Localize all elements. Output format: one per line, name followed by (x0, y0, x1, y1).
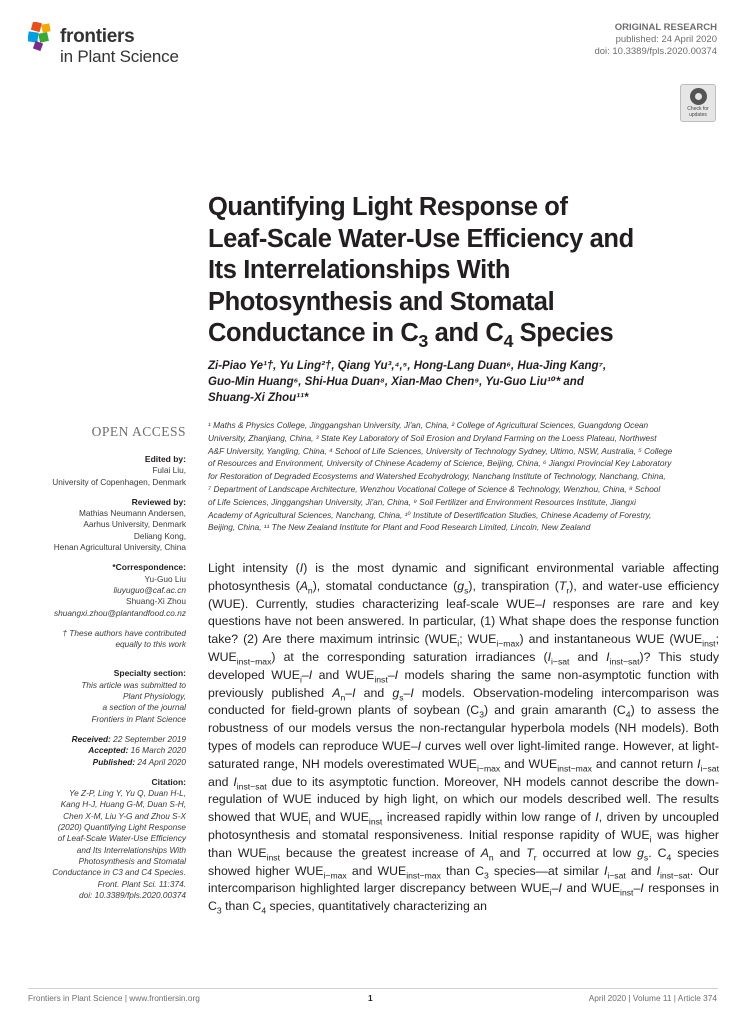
abstract-paragraph: Light intensity (I) is the most dynamic and significant environmental variable affecting photosynthesis $(A_n)$, stomatal conductance $(g_s)$, transpiration $(T_r)$, and water-use efficiency (WUE). Currently, studies characterizing leaf-scale WUE–I responses are rare and key questions have not been answered. In particular, (1) What shape does the response function take? (2) Are there maximum intrinsic ($WUE_i$; $WUE_{i-max}$) and instantaneous WUE ($WUE_{inst}$; $WUE_{inst-max}$) at the corresponding saturation irradiances ($I_{i-sat}$ and $I_{inst-sat}$)? This study developed $WUE_i-I$ and $WUE_{inst}-I$ models sharing the same non-asymptotic function with previously published $A_n-I$ and $g_s-I$ models. Observation-modeling intercomparison was conducted for field-grown plants of soybean $(C_3)$ and grain amaranth $(C_4)$ to assess the robustness of our models versus the non-rectangular hyperbola models (NH models). Both types of models can reproduce WUE–I curves well over light-limited range. However, at light-saturated range, NH models overestimated $WUE_{i-max}$ and $WUE_{inst-max}$ and cannot return $I_{i-sat}$ and $I_{inst-sat}$ due to its asymptotic function. Moreover, NH models cannot describe the down-regulation of WUE induced by high light, on which our models described well. The results showed that $WUE_i$ and $WUE_{inst}$ increased rapidly within low range of I, driven by uncoupled photosynthesis and stomatal responsiveness. Initial response rapidity of $WUE_i$ was higher than $WUE_{inst}$ because the greatest increase of $A_n$ and $T_r$ occurred at low $g_s$. $C_4$ species showed higher $WUE_{i-max}$ and $WUE_{inst-max}$ than $C_3$ species—at similar $I_{i-sat}$ and $I_{inst-sat}$. Our intercomparison highlighted larger discrepancy between $WUE_i-I$ and $WUE_{inst}-I$ responses in $C_3$ than $C_4$ species, quantitatively characterizing an (208, 561, 720, 916)
journal-logo-word[interactable]: frontiers (60, 26, 135, 47)
title-subscript: 3 (418, 331, 428, 352)
title-fragment: Species (512, 319, 614, 347)
citation-line: Ye Z-P, Ling Y, Yu Q, Duan H-L, (69, 788, 186, 799)
check-updates-icon (690, 88, 707, 105)
footer-journal-link[interactable]: Frontiers in Plant Science | www.frontiersin.org (28, 993, 200, 1003)
author-line[interactable]: Zi-Piao Ye¹†, Yu Ling²†, Qiang Yu³,⁴,⁵, Hong-Lang Duan⁶, Hua-Jing Kang⁷, (208, 360, 607, 372)
equal-contribution-note: † These authors have contributed (62, 627, 186, 638)
affiliations (208, 419, 718, 534)
citation-line: Kang H-J, Huang G-M, Duan S-H, (60, 799, 186, 810)
editor-name[interactable]: Fulai Liu, (152, 465, 186, 476)
affiliation-line: University, Zhanjiang, China, ³ State Key Laboratory of Soil Erosion and Dryland Farming on the Loess Plateau, Northwest (208, 432, 657, 443)
page-number: 1 (368, 993, 373, 1003)
citation-line: Chen X-M, Liu Y-G and Zhou S-X (63, 810, 186, 821)
published-label: Published: (92, 756, 136, 767)
badge-line2: updates (689, 111, 707, 118)
reviewer-affiliation: Henan Agricultural University, China (53, 542, 186, 553)
affiliation-line: for Restoration of Degraded Ecosystems and Watershed Ecohydrology, Nanchang Institute of Technology, Nanchang, China, (208, 471, 666, 482)
accepted-label: Accepted: (88, 745, 129, 756)
accepted-date (28, 745, 186, 756)
received-label: Received: (71, 733, 111, 744)
reviewer-name[interactable]: Mathias Neumann Andersen, (78, 508, 186, 519)
edited-by-heading: Edited by: (144, 454, 186, 464)
footer-divider (28, 988, 718, 989)
badge-line1: Check for (687, 106, 709, 112)
reviewed-by-heading: Reviewed by: (131, 496, 186, 507)
correspondent-email[interactable]: liuyuguo@caf.ac.cn (113, 584, 186, 595)
affiliation-line: ¹ Maths & Physics College, Jinggangshan University, Ji'an, China, ² College of Agricultural Sciences, Guangdong Ocean (208, 420, 649, 430)
citation-doi-link[interactable]: doi: 10.3389/fpls.2020.00374 (78, 889, 186, 900)
published-value: 24 April 2020 (135, 756, 186, 767)
title-line: Quantifying Light Response of (208, 193, 568, 221)
citation-line: (2020) Quantifying Light Response (57, 822, 186, 833)
citation-line: of Leaf-Scale Water-Use Efficiency (57, 833, 186, 844)
accepted-value: 16 March 2020 (128, 745, 186, 756)
correspondent-email[interactable]: shuangxi.zhou@plantandfood.co.nz (53, 607, 186, 618)
article-title (208, 192, 718, 350)
correspondent-name: Shuang-Xi Zhou (126, 596, 186, 607)
affiliation-line: Academy of Agricultural Sciences, Nanchang, China, ¹⁰ Institute of Desertification Studies, Chinese Academy of Forestry, (208, 509, 652, 520)
editor-affiliation: University of Copenhagen, Denmark (52, 476, 186, 487)
title-line (208, 318, 718, 350)
open-access-label: OPEN ACCESS (91, 424, 186, 439)
published-date: published: 24 April 2020 (615, 34, 717, 45)
title-subscript: 4 (503, 331, 513, 352)
reviewer-name[interactable]: Deliang Kong, (133, 530, 186, 541)
title-line: Photosynthesis and Stomatal (208, 287, 555, 316)
affiliation-line: of Resources and Environment, University of Chinese Academy of Science, Beijing, China, ⁶ Jiangxi Provincial Key Laboratory (208, 458, 672, 469)
affiliation-line: ⁷ Department of Landscape Architecture, Wenzhou Vocational College of Science & Technology, Wenzhou, China, ⁸ School (208, 483, 661, 494)
author-line[interactable]: Shuang-Xi Zhou¹¹* (208, 392, 309, 404)
correspondent-name: Yu-Guo Liu (144, 573, 186, 584)
affiliation-line: A&F University, Yangling, China, ⁴ School of Life Sciences, University of Technology Sydney, Ultimo, NSW, Australia, ⁵ College (208, 445, 673, 456)
citation-line: Front. Plant Sci. 11:374. (97, 878, 186, 889)
frontiers-logo-icon[interactable] (28, 22, 58, 52)
received-date (28, 734, 186, 745)
specialty-text: This article was submitted to (81, 679, 186, 690)
correspondence-heading: *Correspondence: (112, 562, 186, 573)
equal-contribution-note: equally to this work (115, 639, 186, 650)
citation-heading: Citation: (151, 776, 186, 787)
title-line: Its Interrelationships With (208, 256, 511, 284)
abstract (208, 560, 719, 916)
specialty-text: Plant Physiology, (122, 691, 186, 702)
specialty-heading: Specialty section: (113, 668, 186, 679)
specialty-text: a section of the journal (102, 702, 186, 713)
footer-issue-info: April 2020 | Volume 11 | Article 374 (588, 993, 717, 1003)
article-info-sidebar (28, 424, 186, 901)
journal-logo-subtitle[interactable]: in Plant Science (60, 47, 179, 66)
title-line: Leaf-Scale Water-Use Efficiency and (208, 224, 634, 253)
title-fragment: and C (427, 319, 504, 347)
author-line[interactable]: Guo-Min Huang⁶, Shi-Hua Duan⁸, Xian-Mao Chen⁹, Yu-Guo Liu¹⁰* and (208, 376, 584, 388)
specialty-text: Frontiers in Plant Science (91, 713, 186, 724)
citation-line: Photosynthesis and Stomatal (78, 855, 186, 866)
article-type: ORIGINAL RESEARCH (614, 22, 717, 33)
received-value: 22 September 2019 (110, 733, 186, 744)
citation-line: Conductance in C3 and C4 Species. (52, 867, 186, 878)
affiliation-line: Beijing, China, ¹¹ The New Zealand Institute for Plant and Food Research Limited, Lincoln, New Zealand (208, 522, 591, 533)
affiliation-line: of Life Sciences, Jinggangshan University, Ji'an, China, ⁹ Soil Fertilizer and Environment Resources Institute, Jiangxi (208, 496, 637, 507)
reviewer-affiliation: Aarhus University, Denmark (83, 519, 186, 530)
check-for-updates-button[interactable] (680, 84, 716, 122)
published-date-sidebar (28, 757, 186, 768)
citation-line: and Its Interrelationships With (76, 844, 186, 855)
author-list (208, 358, 718, 406)
doi-link[interactable]: doi: 10.3389/fpls.2020.00374 (594, 46, 717, 57)
title-fragment: Conductance in C (208, 319, 419, 347)
